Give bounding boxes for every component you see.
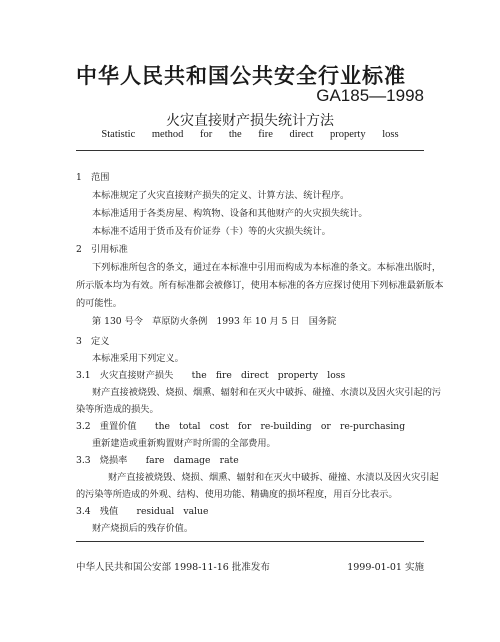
definition-3-2-heading: 3.2 重置价值 the total cost for re-building or re-purchasing: [76, 421, 406, 432]
section-1-para-3: 本标准不适用于货币及有价证券（卡）等的火灾损失统计。: [92, 226, 331, 237]
top-divider: [76, 150, 424, 151]
section-2-para-line-1: 下列标准所包含的条文，通过在本标准中引用而构成为本标准的条文。本标准出版时，: [92, 262, 442, 273]
standard-code: GA185—1998: [316, 86, 424, 105]
document-title: 火灾直接财产损失统计方法: [166, 113, 334, 129]
definition-3-1-line-1: 财产直接被烧毁、烧损、烟熏、辐射和在灭火中破拆、碰撞、水渍以及因火灾引起的污: [92, 387, 442, 398]
section-3-intro: 本标准采用下列定义。: [92, 353, 184, 364]
section-2-reference: 第 130 号令 草原防火条例 1993 年 10 月 5 日 国务院: [92, 316, 337, 327]
definition-3-4-line-1: 财产烧损后的残存价值。: [92, 523, 194, 534]
definition-3-3-line-1: 财产直接被烧毁、烧损、烟熏、辐射和在灭火中破拆、碰撞、水渍以及因火灾引起: [108, 472, 439, 483]
definition-3-4-heading: 3.4 残值 residual value: [76, 506, 209, 517]
org-title: 中华人民共和国公共安全行业标准: [76, 64, 406, 88]
section-1-para-2: 本标准适用于各类房屋、构筑物、设备和其他财产的火灾损失统计。: [92, 208, 368, 219]
document-subtitle: Statistic method for the fire direct property loss: [101, 129, 399, 140]
definition-3-2-line-1: 重新建造或重新购置财产时所需的全部费用。: [92, 438, 276, 449]
definition-3-1-line-2: 染等所造成的损失。: [76, 404, 159, 415]
section-2-heading: 2 引用标准: [76, 244, 128, 255]
section-1-para-1: 本标准规定了火灾直接财产损失的定义、计算方法、统计程序。: [92, 190, 350, 201]
section-1-heading: 1 范围: [76, 172, 110, 183]
section-2-para-line-3: 的可能性。: [76, 298, 122, 309]
definition-3-3-heading: 3.3 烧损率 fare damage rate: [76, 455, 239, 466]
definition-3-1-heading: 3.1 火灾直接财产损失 the fire direct property loss: [76, 370, 346, 381]
footer-effective-date: 1999-01-01 实施: [347, 562, 424, 573]
definition-3-3-line-2: 的污染等所造成的外观、结构、使用功能、精确度的损坏程度，用百分比表示。: [76, 489, 398, 500]
section-2-para-line-2: 所示版本均为有效。所有标准都会被修订，使用本标准的各方应探讨使用下列标准最新版本: [76, 280, 444, 291]
section-3-heading: 3 定义: [76, 336, 110, 347]
bottom-divider: [76, 541, 424, 542]
footer-approval: 中华人民共和国公安部 1998-11-16 批准发布: [76, 562, 270, 573]
